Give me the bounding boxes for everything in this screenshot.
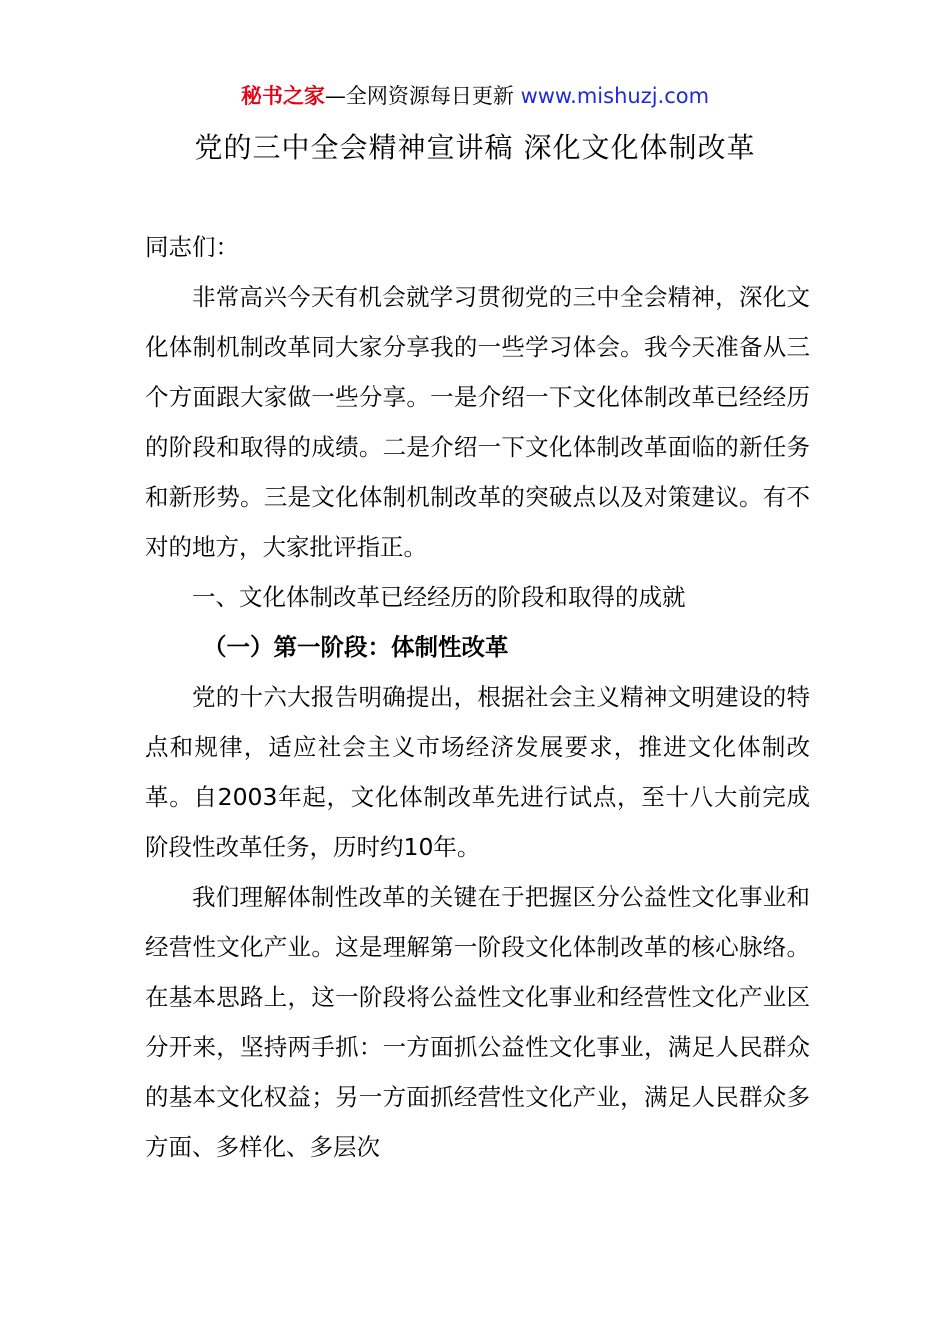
site-tagline: —全网资源每日更新 — [324, 84, 521, 108]
section-heading: 一、文化体制改革已经经历的阶段和取得的成就 — [192, 583, 686, 611]
body-paragraph-1: 党的十六大报告明确提出，根据社会主义精神文明建设的特点和规律，适应社会主义市场经济发展要求，推进文化体制改革。自2003年起，文化体制改革先进行试点，至十八大前完成阶段性改革任务，历时约10年。 — [145, 683, 810, 861]
salutation: 同志们： — [145, 233, 239, 261]
site-url-link[interactable]: www.mishuzj.com — [520, 84, 710, 108]
document-body — [145, 222, 810, 1172]
site-header — [0, 80, 950, 112]
subsection-heading: （一）第一阶段：体制性改革 — [203, 633, 509, 661]
intro-paragraph: 非常高兴今天有机会就学习贯彻党的三中全会精神，深化文化体制机制改革同大家分享我的一些学习体会。我今天准备从三个方面跟大家做一些分享。一是介绍一下文化体制改革已经经历的阶段和取得的成绩。二是介绍一下文化体制改革面临的新任务和新形势。三是文化体制机制改革的突破点以及对策建议。有不对的地方，大家批评指正。 — [145, 283, 810, 561]
document-title: 党的三中全会精神宣讲稿 深化文化体制改革 — [194, 131, 756, 164]
body-paragraph-2: 我们理解体制性改革的关键在于把握区分公益性文化事业和经营性文化产业。这是理解第一阶段文化体制改革的核心脉络。在基本思路上，这一阶段将公益性文化事业和经营性文化产业区分开来，坚持两手抓：一方面抓公益性文化事业，满足人民群众的基本文化权益；另一方面抓经营性文化产业，满足人民群众多方面、多样化、多层次 — [145, 883, 810, 1161]
site-brand: 秘书之家 — [240, 84, 325, 108]
